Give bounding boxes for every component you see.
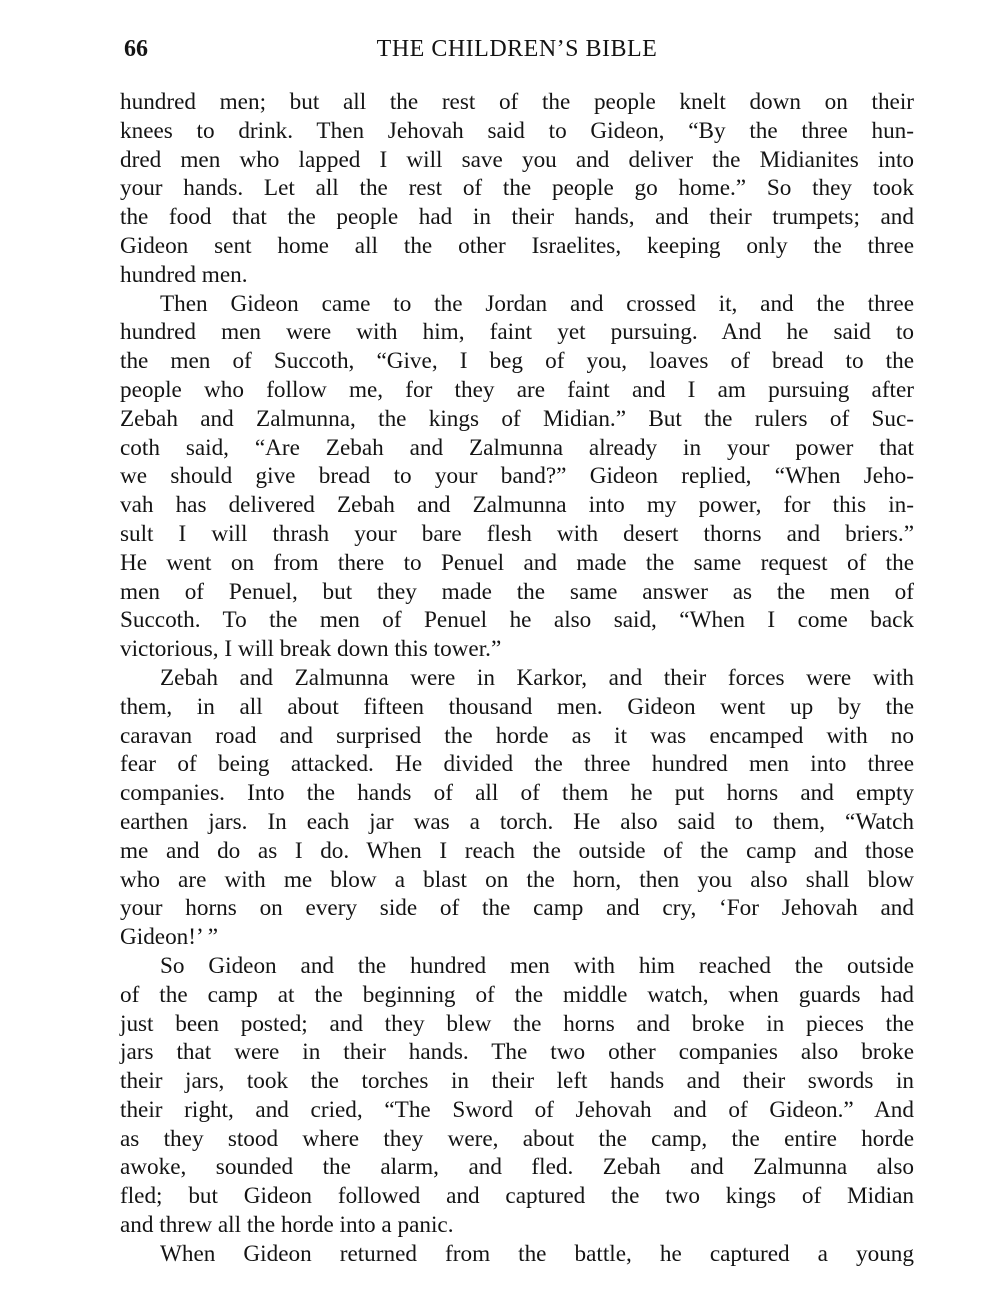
body-text	[120, 88, 914, 1269]
text-line: victorious, I will break down this tower.”	[120, 636, 502, 663]
text-line: He went on from there to Penuel and made the same request of the	[120, 549, 914, 576]
page-number: 66	[124, 36, 148, 62]
text-line: knees to drink. Then Jehovah said to Gideon, “By the three hun-	[120, 117, 914, 144]
text-line: your horns on every side of the camp and cry, ‘For Jehovah and	[120, 895, 914, 922]
text-line: hundred men were with him, faint yet pursuing. And he said to	[120, 319, 914, 346]
text-line: Gideon sent home all the other Israelites, keeping only the three	[120, 232, 914, 259]
text-line: sult I will thrash your bare flesh with desert thorns and briers.”	[120, 520, 914, 547]
text-line: Gideon!’ ”	[120, 924, 219, 951]
text-line: the food that the people had in their hands, and their trumpets; and	[120, 204, 914, 231]
text-line: your hands. Let all the rest of the people go home.” So they took	[120, 175, 914, 202]
text-line: fled; but Gideon followed and captured the two kings of Midian	[120, 1183, 914, 1210]
text-line: men of Penuel, but they made the same answer as the men of	[120, 578, 914, 605]
text-line: the men of Succoth, “Give, I beg of you, loaves of bread to the	[120, 348, 914, 375]
text-line: hundred men.	[120, 261, 248, 288]
text-line: who are with me blow a blast on the horn, then you also shall blow	[120, 866, 914, 893]
text-line: earthen jars. In each jar was a torch. He also said to them, “Watch	[120, 808, 914, 835]
paragraph-first-line: When Gideon returned from the battle, he captured a young	[160, 1240, 914, 1267]
text-line: Succoth. To the men of Penuel he also said, “When I come back	[120, 607, 914, 634]
page-header	[124, 36, 910, 72]
text-line: me and do as I do. When I reach the outside of the camp and those	[120, 837, 914, 864]
text-line: their right, and cried, “The Sword of Jehovah and of Gideon.” And	[120, 1096, 914, 1123]
text-line: fear of being attacked. He divided the three hundred men into three	[120, 751, 914, 778]
paragraph-first-line: So Gideon and the hundred men with him reached the outside	[160, 952, 914, 979]
text-line: caravan road and surprised the horde as it was encamped with no	[120, 722, 914, 749]
text-line: people who follow me, for they are faint and I am pursuing after	[120, 376, 914, 403]
text-line: we should give bread to your band?” Gideon replied, “When Jeho-	[120, 463, 914, 490]
text-line: coth said, “Are Zebah and Zalmunna already in your power that	[120, 434, 914, 461]
text-line: just been posted; and they blew the horns and broke in pieces the	[120, 1010, 914, 1037]
text-line: as they stood where they were, about the camp, the entire horde	[120, 1125, 914, 1152]
text-line: companies. Into the hands of all of them he put horns and empty	[120, 780, 914, 807]
text-line: vah has delivered Zebah and Zalmunna into my power, for this in-	[120, 492, 914, 519]
paragraph-first-line: Then Gideon came to the Jordan and crossed it, and the three	[160, 290, 914, 317]
text-line: of the camp at the beginning of the middle watch, when guards had	[120, 981, 914, 1008]
text-line: them, in all about fifteen thousand men. Gideon went up by the	[120, 693, 914, 720]
text-line: awoke, sounded the alarm, and fled. Zebah and Zalmunna also	[120, 1154, 914, 1181]
paragraph-first-line: Zebah and Zalmunna were in Karkor, and their forces were with	[160, 664, 914, 691]
text-line: and threw all the horde into a panic.	[120, 1212, 454, 1239]
running-title: THE CHILDREN’S BIBLE	[376, 36, 658, 62]
text-line: jars that were in their hands. The two other companies also broke	[120, 1039, 914, 1066]
text-line: Zebah and Zalmunna, the kings of Midian.” But the rulers of Suc-	[120, 405, 914, 432]
text-line: hundred men; but all the rest of the people knelt down on their	[120, 89, 914, 115]
text-line: their jars, took the torches in their left hands and their swords in	[120, 1068, 914, 1095]
text-line: dred men who lapped I will save you and deliver the Midianites into	[120, 146, 914, 173]
